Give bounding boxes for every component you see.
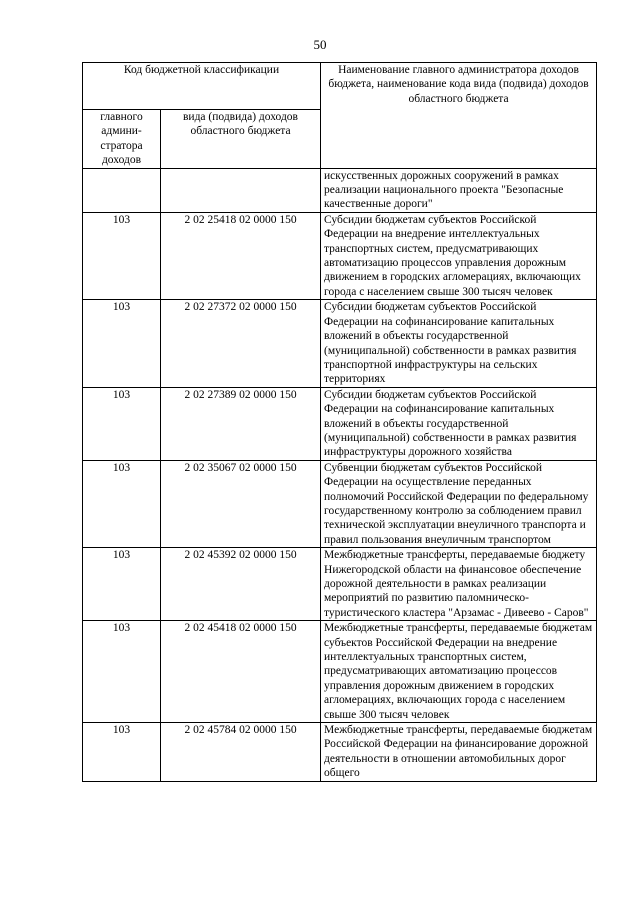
header-admin-column: главного админи-стратора доходов: [83, 110, 161, 169]
table-row: [83, 168, 597, 212]
income-code-cell: 2 02 27389 02 0000 150: [161, 387, 321, 460]
income-code-cell: 2 02 45392 02 0000 150: [161, 548, 321, 621]
admin-code-cell: 103: [83, 621, 161, 723]
admin-code-cell: 103: [83, 548, 161, 621]
admin-code-cell: 103: [83, 387, 161, 460]
header-group-title: Код бюджетной классификации: [83, 63, 321, 110]
description-cell: Межбюджетные трансферты, передаваемые бюджету Нижегородской области на финансовое обеспечение дорожной деятельности в рамках реализации мероприятий по развитию паломническо-туристического кластера "Арзамас - Дивеево - Саров": [321, 548, 597, 621]
budget-classification-table: [82, 62, 597, 782]
description-cell: Субсидии бюджетам субъектов Российской Федерации на софинансирование капитальных вложений в объекты государственной (муниципальной) собственности в рамках развития инфраструктуры дорожного хозяйства: [321, 387, 597, 460]
description-cell: Субсидии бюджетам субъектов Российской Федерации на софинансирование капитальных вложений в объекты государственной (муниципальной) собственности в рамках развития транспортной инфраструктуры на сельских территориях: [321, 300, 597, 387]
description-cell: Межбюджетные трансферты, передаваемые бюджетам Российской Федерации на финансирование дорожной деятельности в отношении автомобильных дорог общего: [321, 723, 597, 782]
income-code-cell: 2 02 45418 02 0000 150: [161, 621, 321, 723]
income-code-cell: 2 02 35067 02 0000 150: [161, 460, 321, 547]
table-row: [83, 212, 597, 299]
page-number: 50: [313, 37, 327, 52]
table-row: [83, 723, 597, 782]
table-row: [83, 387, 597, 460]
table-row: [83, 300, 597, 387]
description-cell: Межбюджетные трансферты, передаваемые бюджетам субъектов Российской Федерации на внедрение интеллектуальных транспортных систем, предусматривающих автоматизацию процессов управления дорожным движением в городских агломерациях, включающих города с населением свыше 300 тысяч человек: [321, 621, 597, 723]
description-cell: Субвенции бюджетам субъектов Российской Федерации на осуществление переданных полномочий Российской Федерации по федеральному государственному контролю за соблюдением правил технической эксплуатации внеуличного транспорта и правил пользования внеуличным транспортом: [321, 460, 597, 547]
header-row-top: [83, 63, 597, 110]
income-code-cell: 2 02 45784 02 0000 150: [161, 723, 321, 782]
income-code-cell: [161, 168, 321, 212]
admin-code-cell: [83, 168, 161, 212]
table-row: [83, 548, 597, 621]
admin-code-cell: 103: [83, 460, 161, 547]
description-cell: искусственных дорожных сооружений в рамках реализации национального проекта "Безопасные качественные дороги": [321, 168, 597, 212]
table-row: [83, 460, 597, 547]
table-row: [83, 621, 597, 723]
admin-code-cell: 103: [83, 300, 161, 387]
description-cell: Субсидии бюджетам субъектов Российской Федерации на внедрение интеллектуальных транспортных систем, предусматривающих автоматизацию процессов управления дорожным движением в городских агломерациях, включающих города с населением свыше 300 тысяч человек: [321, 212, 597, 299]
header-name-column: Наименование главного администратора доходов бюджета, наименование кода вида (подвида) доходов областного бюджета: [321, 63, 597, 169]
admin-code-cell: 103: [83, 723, 161, 782]
header-code-column: вида (подвида) доходов областного бюджета: [161, 110, 321, 169]
admin-code-cell: 103: [83, 212, 161, 299]
income-code-cell: 2 02 27372 02 0000 150: [161, 300, 321, 387]
income-code-cell: 2 02 25418 02 0000 150: [161, 212, 321, 299]
